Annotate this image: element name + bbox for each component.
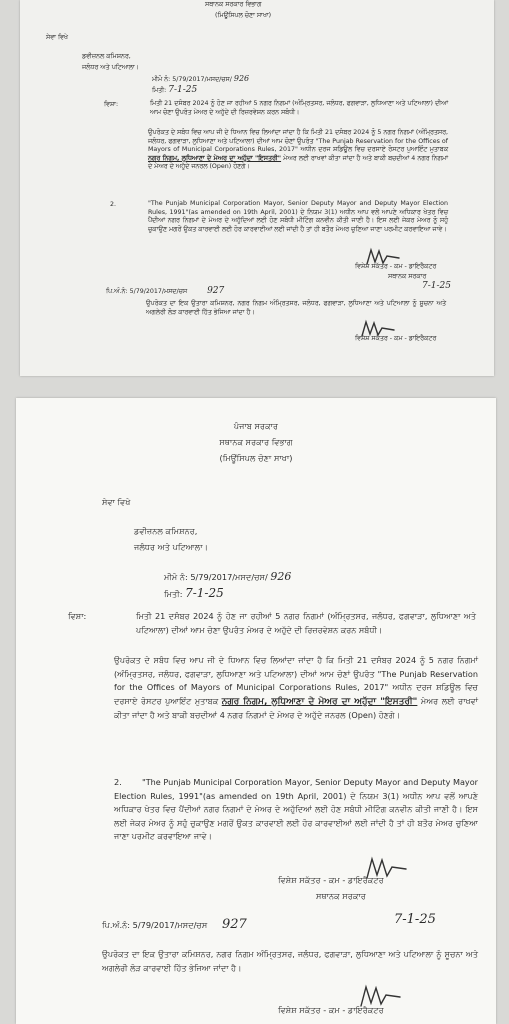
addressee-line-2: ਜਲੰਧਰ ਅਤੇ ਪਟਿਆਲਾ। <box>134 542 209 552</box>
copy-signatory: ਵਿਸ਼ੇਸ਼ ਸਕੱਤਰ - ਕਮ - ਡਾਇਰੈਕਟਰ <box>278 1005 384 1015</box>
memo-label: ਮੀਮੋ ਨੰ: 5/79/2017/ਮਸਦ/ਚਸ/ <box>152 76 232 83</box>
memo-number <box>164 570 291 584</box>
govt-name: ਪੰਜਾਬ ਸਰਕਾਰ <box>233 421 279 431</box>
date-handwritten: 7-1-25 <box>168 85 198 95</box>
paragraph-2-number: 2. <box>114 777 122 787</box>
memo-number <box>152 74 249 84</box>
memo-handwritten: 926 <box>233 74 250 83</box>
endorsement-handwritten: 927 <box>207 286 225 296</box>
signatory-title: ਵਿਸ਼ੇਸ਼ ਸਕੱਤਰ - ਕਮ - ਡਾਇਰੈਕਟਰ <box>355 263 437 270</box>
paragraph-1 <box>114 654 478 723</box>
subject-text: ਮਿਤੀ 21 ਦਸੰਬਰ 2024 ਨੂੰ ਹੋਣ ਜਾ ਰਹੀਆਂ 5 ਨਗਰ ਨਿਗਮਾਂ (ਅੰਮ੍ਰਿਤਸਰ, ਜਲੰਧਰ, ਫਗਵਾੜਾ, ਲੁਧਿਆਣਾ ਅਤੇ ਪਟਿਆਲਾ) ਦੀਆਂ ਆਮ ਚੋਣਾ ਉਪਰੰਤ ਮੇਅਰ ਦੇ ਅਹੁੱਦੇ ਦੀ ਰਿਜ਼ਰਵੇਸ਼ਨ ਕਰਨ ਸਬੰਧੀ। <box>150 100 448 116</box>
paragraph-1-tail: ਮੇਅਰ ਲਈ ਰਾਖਵਾਂ ਕੀਤਾ ਜਾਂਦਾ ਹੈ ਅਤੇ ਬਾਕੀ ਬਚਦੀਆਂ 4 ਨਗਰ ਨਿਗਮਾਂ ਦੇ ਮੇਅਰ ਦੇ ਅਹੁੱਦੇ ਜਨਰਲ (Open) ਹੋਣਗੇ। <box>148 154 448 171</box>
paragraph-2-number: 2. <box>110 201 117 208</box>
subject-text: ਮਿਤੀ 21 ਦਸੰਬਰ 2024 ਨੂੰ ਹੋਣ ਜਾ ਰਹੀਆਂ 5 ਨਗਰ ਨਿਗਮਾਂ (ਅੰਮ੍ਰਿਤਸਰ, ਜਲੰਧਰ, ਫਗਵਾੜਾ, ਲੁਧਿਆਣਾ ਅਤੇ ਪਟਿਆਲਾ) ਦੀਆਂ ਆਮ ਚੋਣਾ ਉਪਰੰਤ ਮੇਅਰ ਦੇ ਅਹੁੱਦੇ ਦੀ ਰਿਜ਼ਰਵੇਸ਼ਨ ਕਰਨ ਸਬੰਧੀ। <box>136 611 476 635</box>
paragraph-1-text: ਉਪਰੋਕਤ ਦੇ ਸਬੰਧ ਵਿਚ ਆਪ ਜੀ ਦੇ ਧਿਆਨ ਵਿਚ ਲਿਆਂਦਾ ਜਾਂਦਾ ਹੈ ਕਿ ਮਿਤੀ 21 ਦਸੰਬਰ 2024 ਨੂੰ 5 ਨਗਰ ਨਿਗਮਾਂ (ਅੰਮ੍ਰਿਤਸਰ, ਜਲੰਧਰ, ਫਗਵਾੜਾ, ਲੁਧਿਆਣਾ ਅਤੇ ਪਟਿਆਲਾ) ਦੀਆਂ ਆਮ ਚੋਣਾਂ ਉਪਰੰਤ "The Punjab Reservation for the Offices of Mayors of Municipal Corporations Rules, 2017" ਅਧੀਨ ਦਰਜ ਸ਼ਡਿਊਲ ਵਿਚ ਦਰਸਾਏ ਰੋਸਟਰ ਪੁਆਇੰਟ ਮੁਤਾਬਕ <box>148 129 448 154</box>
memo-handwritten: 926 <box>270 570 292 583</box>
memo-label: ਮੀਮੋ ਨੰ: 5/79/2017/ਮਸਦ/ਚਸ/ <box>164 572 268 582</box>
signatory-title: ਵਿਸ਼ੇਸ਼ ਸਕੱਤਰ - ਕਮ - ਡਾਇਰੈਕਟਰ <box>278 875 384 885</box>
top-letter-page <box>20 0 494 376</box>
paragraph-1-bold: ਨਗਰ ਨਿਗਮ, ਲੁਧਿਆਣਾ ਦੇ ਮੇਅਰ ਦਾ ਅਹੁੱਦਾ "ਇਸਤਰੀ" <box>221 696 418 707</box>
salutation: ਸੇਵਾ ਵਿਖੇ <box>102 497 131 507</box>
copy-signatory: ਵਿਸ਼ੇਸ਼ ਸਕੱਤਰ - ਕਮ - ਡਾਇਰੈਕਟਰ <box>355 335 437 342</box>
date-handwritten: 7-1-25 <box>185 586 224 600</box>
memo-date <box>152 86 197 95</box>
addressee-line-1: ਡਵੀਜ਼ਨਲ ਕਮਿਸ਼ਨਰ, <box>82 53 131 60</box>
copy-text: ਉਪਰੋਕਤ ਦਾ ਇਕ ਉਤਾਰਾ ਕਮਿਸ਼ਨਰ, ਨਗਰ ਨਿਗਮ ਅੰਮ੍ਰਿਤਸਰ, ਜਲੰਧਰ, ਫਗਵਾੜਾ, ਲੁਧਿਆਣਾ ਅਤੇ ਪਟਿਆਲਾ ਨੂੰ ਸੂਚਨਾ ਅਤੇ ਅਗਲੇਰੀ ਲੋੜ ਕਾਰਵਾਈ ਹਿੱਤ ਭੇਜਿਆ ਜਾਂਦਾ ਹੈ। <box>146 300 446 316</box>
endorsement-number <box>106 287 224 296</box>
section-name: (ਮਿਊਂਸਿਪਲ ਚੋਣਾ ਸਾਖਾ) <box>219 453 293 463</box>
endorsement-number <box>102 918 247 932</box>
signatory-dept: ਸਥਾਨਕ ਸਰਕਾਰ <box>388 273 427 280</box>
dept-name: ਸਥਾਨਕ ਸਰਕਾਰ ਵਿਭਾਗ <box>219 437 293 447</box>
paragraph-1-tail: ਮੇਅਰ ਲਈ ਰਾਖਵਾਂ ਕੀਤਾ ਜਾਂਦਾ ਹੈ ਅਤੇ ਬਾਕੀ ਬਚਦੀਆਂ 4 ਨਗਰ ਨਿਗਮਾਂ ਦੇ ਮੇਅਰ ਦੇ ਅਹੁੱਦੇ ਜਨਰਲ (Open) ਹੋਣਗੇ। <box>114 695 478 721</box>
endorsement-date: 7-1-25 <box>422 281 451 291</box>
memo-date <box>164 587 224 601</box>
addressee-line-1: ਡਵੀਜ਼ਨਲ ਕਮਿਸ਼ਨਰ, <box>134 526 198 536</box>
paragraph-1-text: ਉਪਰੋਕਤ ਦੇ ਸਬੰਧ ਵਿਚ ਆਪ ਜੀ ਦੇ ਧਿਆਨ ਵਿਚ ਲਿਆਂਦਾ ਜਾਂਦਾ ਹੈ ਕਿ ਮਿਤੀ 21 ਦਸੰਬਰ 2024 ਨੂੰ 5 ਨਗਰ ਨਿਗਮਾਂ (ਅੰਮ੍ਰਿਤਸਰ, ਜਲੰਧਰ, ਫਗਵਾੜਾ, ਲੁਧਿਆਣਾ ਅਤੇ ਪਟਿਆਲਾ) ਦੀਆਂ ਆਮ ਚੋਣਾਂ ਉਪਰੰਤ "The Punjab Reservation for the Offices of Mayors of Municipal Corporations Rules, 2017" ਅਧੀਨ ਦਰਜ ਸ਼ਡਿਊਲ ਵਿਚ ਦਰਸਾਏ ਰੋਸਟਰ ਪੁਆਇੰਟ ਮੁਤਾਬਕ <box>114 655 478 706</box>
date-label: ਮਿਤੀ: <box>152 87 167 94</box>
dept-name: ਸਥਾਨਕ ਸਰਕਾਰ ਵਿਭਾਗ <box>205 1 262 8</box>
endorsement-label: ਪਿ.ਅੰ.ਨੰ: 5/79/2017/ਮਸਦ/ਚਸ <box>102 920 208 930</box>
endorsement-date: 7-1-25 <box>394 912 436 927</box>
paragraph-2: "The Punjab Municipal Corporation Mayor, Senior Deputy Mayor and Deputy Mayor Election Rules, 1991"(as amended on 19th April, 2001) ਦੇ ਨਿਯਮ 3(1) ਅਧੀਨ ਆਪ ਵਲੋਂ ਆਪਣੇ ਅਧਿਕਾਰ ਖੇਤਰ ਵਿਚ ਪੈਂਦੀਆਂ ਨਗਰ ਨਿਗਮਾਂ ਦੇ ਮੇਅਰ ਦੇ ਅਹੁੱਦਿਆਂ ਲਈ ਹੋਣ ਸਬੰਧੀ ਮੀਟਿੰਗ ਕਨਵੀਨ ਕੀਤੀ ਜਾਣੀ ਹੈ। ਇਸ ਲਈ ਜੇਕਰ ਮੇਅਰ ਨੂੰ ਸਹੁੰ ਚੁਕਾਉਣ ਮਗਰੋਂ ਉਕਤ ਕਾਰਵਾਈ ਲਈ ਹੋਰ ਕਾਰਵਾਈਆਂ ਲਈ ਜਾਂਦੀ ਹੈ ਤਾਂ ਹੀ ਬਤੌਰ ਮੇਅਰ ਚੁਣਿਆ ਜਾਣਾ ਪਰਮੀਟ ਕਰਵਾਇਆ ਜਾਵੇ। <box>148 200 448 233</box>
addressee-line-2: ਜਲੰਧਰ ਅਤੇ ਪਟਿਆਲਾ। <box>82 64 139 71</box>
endorsement-label: ਪਿ.ਅੰ.ਨੰ: 5/79/2017/ਮਸਦ/ਚਸ <box>106 288 188 295</box>
paragraph-2: "The Punjab Municipal Corporation Mayor, Senior Deputy Mayor and Deputy Mayor Election Rules, 1991"(as amended on 19th April, 2001) ਦੇ ਨਿਯਮ 3(1) ਅਧੀਨ ਆਪ ਵਲੋਂ ਆਪਣੇ ਅਧਿਕਾਰ ਖੇਤਰ ਵਿਚ ਪੈਂਦੀਆਂ ਨਗਰ ਨਿਗਮਾਂ ਦੇ ਮੇਅਰ ਦੇ ਅਹੁੱਦਿਆਂ ਲਈ ਹੋਣ ਸਬੰਧੀ ਮੀਟਿੰਗ ਕਨਵੀਨ ਕੀਤੀ ਜਾਣੀ ਹੈ। ਇਸ ਲਈ ਜੇਕਰ ਮੇਅਰ ਨੂੰ ਸਹੁੰ ਚੁਕਾਉਣ ਮਗਰੋਂ ਉਕਤ ਕਾਰਵਾਈ ਲਈ ਹੋਰ ਕਾਰਵਾਈਆਂ ਲਈ ਜਾਂਦੀ ਹੈ ਤਾਂ ਹੀ ਬਤੌਰ ਮੇਅਰ ਚੁਣਿਆ ਜਾਣਾ ਪਰਮੀਟ ਕਰਵਾਇਆ ਜਾਵੇ। <box>114 777 478 842</box>
paragraph-1 <box>148 129 448 172</box>
bottom-letter-page <box>16 398 496 1024</box>
endorsement-handwritten: 927 <box>221 917 247 932</box>
section-name: (ਮਿਊਂਸਿਪਲ ਚੋਣਾ ਸਾਖਾ) <box>215 12 272 19</box>
signatory-dept: ਸਥਾਨਕ ਸਰਕਾਰ <box>316 891 366 901</box>
subject-label: ਵਿਸ਼ਾ: <box>104 101 119 108</box>
paragraph-1-bold: ਨਗਰ ਨਿਗਮ, ਲੁਧਿਆਣਾ ਦੇ ਮੇਅਰ ਦਾ ਅਹੁੱਦਾ "ਇਸਤਰੀ" <box>148 154 282 162</box>
salutation: ਸੇਵਾ ਵਿਖੇ <box>46 34 68 41</box>
copy-text: ਉਪਰੋਕਤ ਦਾ ਇਕ ਉਤਾਰਾ ਕਮਿਸ਼ਨਰ, ਨਗਰ ਨਿਗਮ ਅੰਮ੍ਰਿਤਸਰ, ਜਲੰਧਰ, ਫਗਵਾੜਾ, ਲੁਧਿਆਣਾ ਅਤੇ ਪਟਿਆਲਾ ਨੂੰ ਸੂਚਨਾ ਅਤੇ ਅਗਲੇਰੀ ਲੋੜ ਕਾਰਵਾਈ ਹਿੱਤ ਭੇਜਿਆ ਜਾਂਦਾ ਹੈ। <box>102 949 478 973</box>
subject-label: ਵਿਸ਼ਾ: <box>68 611 87 621</box>
date-label: ਮਿਤੀ: <box>164 589 183 599</box>
